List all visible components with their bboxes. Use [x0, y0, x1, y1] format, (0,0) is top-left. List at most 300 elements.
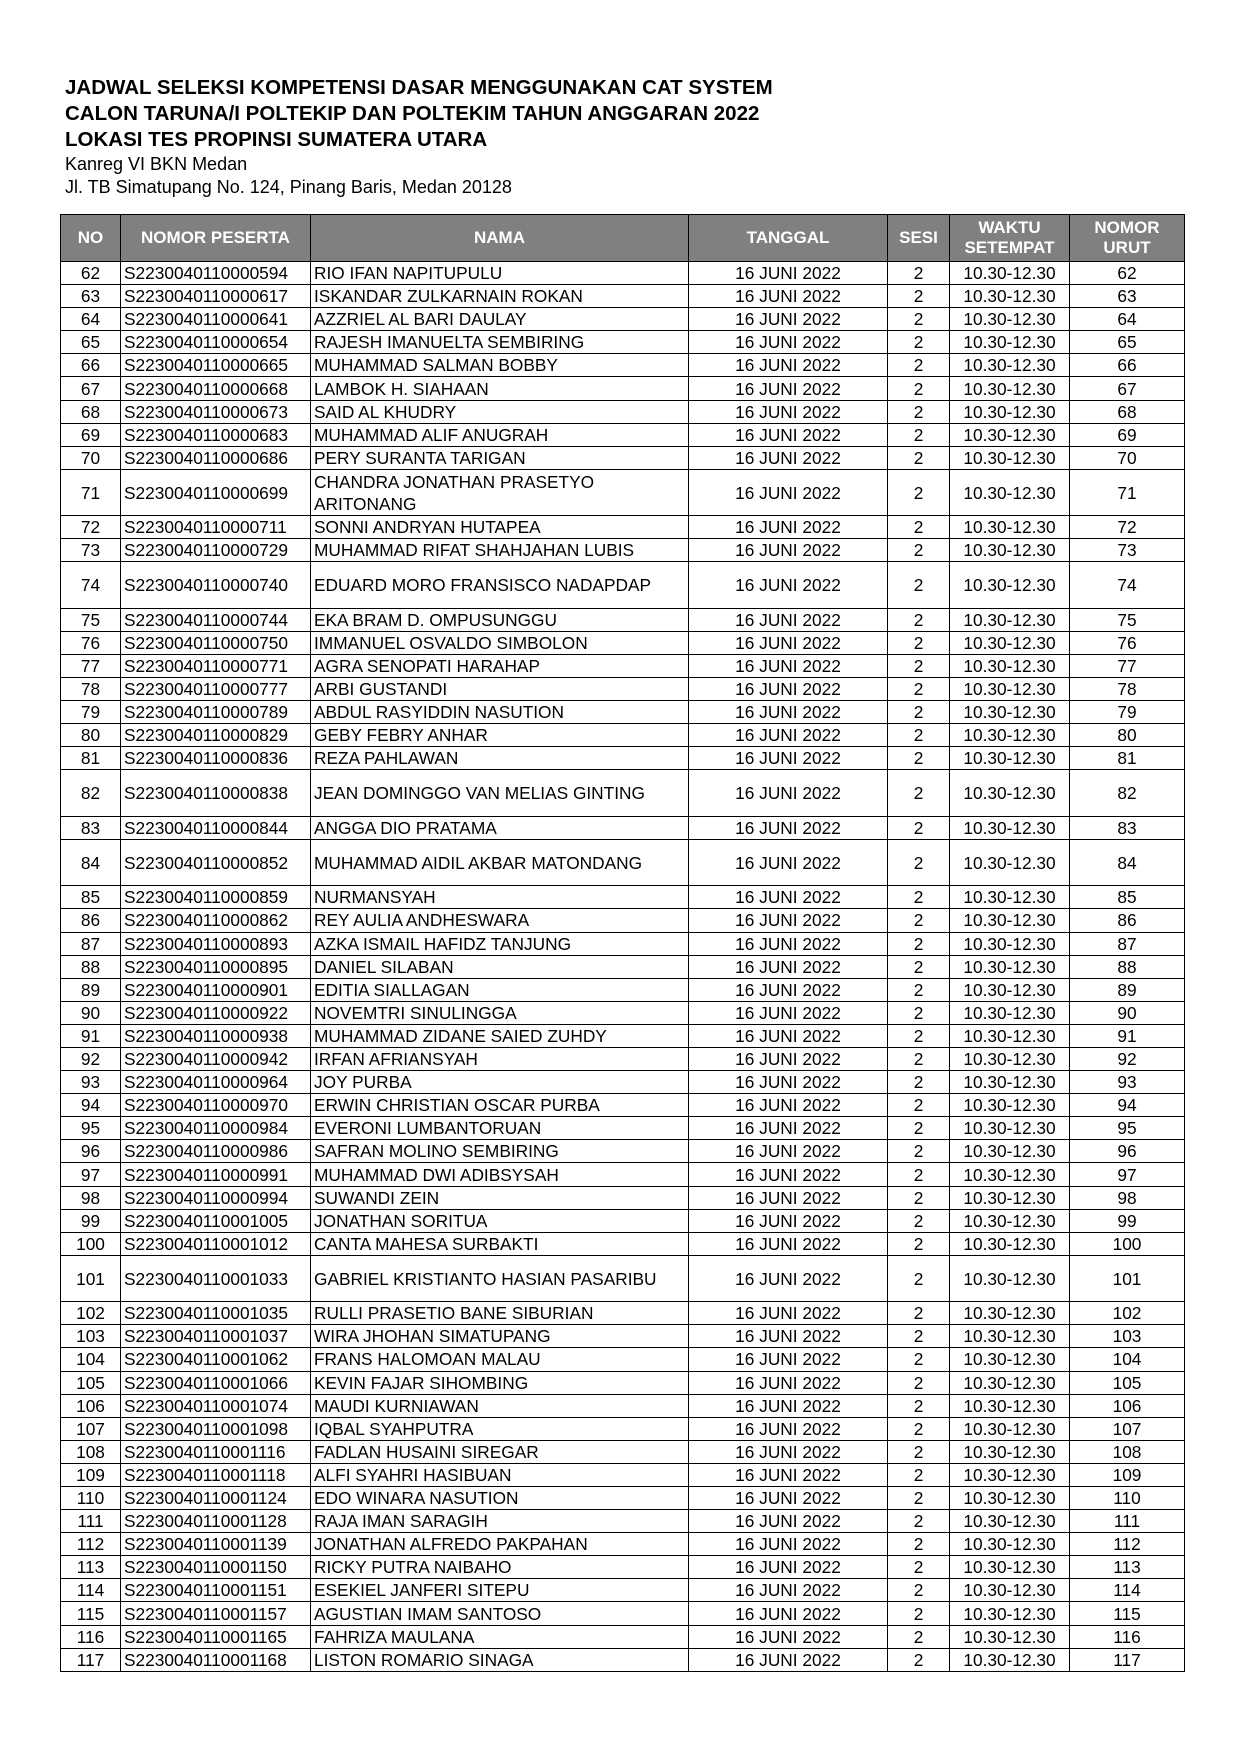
cell-nomor-urut: 109 — [1070, 1463, 1185, 1486]
cell-nomor-peserta: S2230040110001005 — [121, 1209, 311, 1232]
table-row — [61, 701, 1185, 724]
cell-nomor-peserta: S2230040110000641 — [121, 308, 311, 331]
cell-no: 84 — [61, 839, 121, 885]
cell-tanggal: 16 JUNI 2022 — [689, 539, 888, 562]
cell-no: 74 — [61, 562, 121, 608]
table-row — [61, 1255, 1185, 1301]
table-row — [61, 1232, 1185, 1255]
cell-tanggal: 16 JUNI 2022 — [689, 1094, 888, 1117]
table-row — [61, 1117, 1185, 1140]
cell-nomor-urut: 79 — [1070, 701, 1185, 724]
cell-nomor-peserta: S2230040110000744 — [121, 608, 311, 631]
cell-nama: MUHAMMAD SALMAN BOBBY — [311, 354, 689, 377]
cell-waktu: 10.30-12.30 — [950, 816, 1070, 839]
cell-waktu: 10.30-12.30 — [950, 469, 1070, 515]
column-header-tanggal: TANGGAL — [689, 215, 888, 262]
cell-nomor-urut: 112 — [1070, 1533, 1185, 1556]
column-header-waktu-line-1: WAKTU — [978, 218, 1041, 237]
cell-sesi: 2 — [888, 1463, 950, 1486]
cell-nama: AGRA SENOPATI HARAHAP — [311, 655, 689, 678]
table-header-row — [61, 215, 1185, 262]
table-row — [61, 285, 1185, 308]
cell-no: 96 — [61, 1140, 121, 1163]
cell-sesi: 2 — [888, 1117, 950, 1140]
cell-nomor-peserta: S2230040110000986 — [121, 1140, 311, 1163]
cell-nomor-urut: 94 — [1070, 1094, 1185, 1117]
cell-no: 63 — [61, 285, 121, 308]
cell-waktu: 10.30-12.30 — [950, 631, 1070, 654]
cell-no: 100 — [61, 1232, 121, 1255]
cell-waktu: 10.30-12.30 — [950, 1625, 1070, 1648]
cell-nomor-peserta: S2230040110000594 — [121, 262, 311, 285]
cell-no: 72 — [61, 516, 121, 539]
cell-nomor-peserta: S2230040110000789 — [121, 701, 311, 724]
cell-nama: EKA BRAM D. OMPUSUNGGU — [311, 608, 689, 631]
cell-no: 108 — [61, 1440, 121, 1463]
cell-tanggal: 16 JUNI 2022 — [689, 770, 888, 816]
cell-tanggal: 16 JUNI 2022 — [689, 1510, 888, 1533]
schedule-table — [60, 214, 1185, 1672]
cell-nama: JONATHAN ALFREDO PAKPAHAN — [311, 1533, 689, 1556]
cell-nama: MUHAMMAD RIFAT SHAHJAHAN LUBIS — [311, 539, 689, 562]
cell-no: 69 — [61, 423, 121, 446]
cell-sesi: 2 — [888, 608, 950, 631]
cell-tanggal: 16 JUNI 2022 — [689, 1001, 888, 1024]
cell-nomor-urut: 72 — [1070, 516, 1185, 539]
cell-waktu: 10.30-12.30 — [950, 516, 1070, 539]
cell-waktu: 10.30-12.30 — [950, 446, 1070, 469]
cell-sesi: 2 — [888, 539, 950, 562]
cell-nama: JEAN DOMINGGO VAN MELIAS GINTING — [311, 770, 689, 816]
table-row — [61, 886, 1185, 909]
cell-nama: FRANS HALOMOAN MALAU — [311, 1348, 689, 1371]
cell-waktu: 10.30-12.30 — [950, 1648, 1070, 1671]
cell-tanggal: 16 JUNI 2022 — [689, 1625, 888, 1648]
cell-nomor-peserta: S2230040110000938 — [121, 1024, 311, 1047]
cell-nama: EDITIA SIALLAGAN — [311, 978, 689, 1001]
cell-nomor-urut: 80 — [1070, 724, 1185, 747]
cell-nomor-urut: 65 — [1070, 331, 1185, 354]
cell-tanggal: 16 JUNI 2022 — [689, 1579, 888, 1602]
cell-waktu: 10.30-12.30 — [950, 770, 1070, 816]
cell-waktu: 10.30-12.30 — [950, 1533, 1070, 1556]
cell-nomor-peserta: S2230040110000836 — [121, 747, 311, 770]
cell-no: 110 — [61, 1486, 121, 1509]
document-title-line-1: JADWAL SELEKSI KOMPETENSI DASAR MENGGUNAKAN CAT SYSTEM — [65, 76, 773, 99]
cell-sesi: 2 — [888, 655, 950, 678]
cell-tanggal: 16 JUNI 2022 — [689, 1048, 888, 1071]
cell-sesi: 2 — [888, 308, 950, 331]
cell-nomor-urut: 76 — [1070, 631, 1185, 654]
cell-no: 86 — [61, 909, 121, 932]
cell-tanggal: 16 JUNI 2022 — [689, 1117, 888, 1140]
table-body — [61, 262, 1185, 1672]
cell-nama: WIRA JHOHAN SIMATUPANG — [311, 1325, 689, 1348]
cell-waktu: 10.30-12.30 — [950, 1255, 1070, 1301]
cell-nomor-peserta: S2230040110001157 — [121, 1602, 311, 1625]
cell-nomor-peserta: S2230040110001033 — [121, 1255, 311, 1301]
cell-tanggal: 16 JUNI 2022 — [689, 1163, 888, 1186]
cell-tanggal: 16 JUNI 2022 — [689, 331, 888, 354]
cell-tanggal: 16 JUNI 2022 — [689, 469, 888, 515]
cell-no: 64 — [61, 308, 121, 331]
table-row — [61, 1556, 1185, 1579]
cell-nomor-urut: 88 — [1070, 955, 1185, 978]
cell-nomor-peserta: S2230040110000711 — [121, 516, 311, 539]
table-row — [61, 1209, 1185, 1232]
cell-no: 62 — [61, 262, 121, 285]
cell-no: 82 — [61, 770, 121, 816]
cell-nomor-peserta: S2230040110001035 — [121, 1302, 311, 1325]
cell-sesi: 2 — [888, 1094, 950, 1117]
table-row — [61, 308, 1185, 331]
cell-nomor-urut: 63 — [1070, 285, 1185, 308]
cell-no: 101 — [61, 1255, 121, 1301]
cell-sesi: 2 — [888, 285, 950, 308]
cell-tanggal: 16 JUNI 2022 — [689, 978, 888, 1001]
cell-tanggal: 16 JUNI 2022 — [689, 1556, 888, 1579]
cell-nomor-peserta: S2230040110001150 — [121, 1556, 311, 1579]
cell-tanggal: 16 JUNI 2022 — [689, 516, 888, 539]
cell-nama: JOY PURBA — [311, 1071, 689, 1094]
cell-sesi: 2 — [888, 1348, 950, 1371]
cell-nama: GABRIEL KRISTIANTO HASIAN PASARIBU — [311, 1255, 689, 1301]
table-row — [61, 1186, 1185, 1209]
cell-nomor-urut: 67 — [1070, 377, 1185, 400]
cell-tanggal: 16 JUNI 2022 — [689, 1440, 888, 1463]
cell-nama: MUHAMMAD ALIF ANUGRAH — [311, 423, 689, 446]
table-row — [61, 262, 1185, 285]
cell-no: 73 — [61, 539, 121, 562]
cell-waktu: 10.30-12.30 — [950, 562, 1070, 608]
cell-nomor-urut: 101 — [1070, 1255, 1185, 1301]
column-header-nomor-urut — [1070, 215, 1185, 262]
cell-sesi: 2 — [888, 1579, 950, 1602]
cell-tanggal: 16 JUNI 2022 — [689, 1186, 888, 1209]
cell-waktu: 10.30-12.30 — [950, 608, 1070, 631]
cell-nama: IMMANUEL OSVALDO SIMBOLON — [311, 631, 689, 654]
cell-nama: REZA PAHLAWAN — [311, 747, 689, 770]
cell-sesi: 2 — [888, 1209, 950, 1232]
cell-tanggal: 16 JUNI 2022 — [689, 678, 888, 701]
cell-waktu: 10.30-12.30 — [950, 377, 1070, 400]
cell-nomor-peserta: S2230040110001165 — [121, 1625, 311, 1648]
cell-sesi: 2 — [888, 1440, 950, 1463]
cell-nomor-peserta: S2230040110001098 — [121, 1417, 311, 1440]
cell-sesi: 2 — [888, 1486, 950, 1509]
cell-nomor-urut: 98 — [1070, 1186, 1185, 1209]
cell-tanggal: 16 JUNI 2022 — [689, 1255, 888, 1301]
cell-nama: NURMANSYAH — [311, 886, 689, 909]
table-row — [61, 1163, 1185, 1186]
cell-nomor-peserta: S2230040110001116 — [121, 1440, 311, 1463]
cell-nomor-urut: 103 — [1070, 1325, 1185, 1348]
cell-waktu: 10.30-12.30 — [950, 932, 1070, 955]
cell-sesi: 2 — [888, 1186, 950, 1209]
cell-nomor-urut: 87 — [1070, 932, 1185, 955]
cell-nomor-peserta: S2230040110000970 — [121, 1094, 311, 1117]
table-row — [61, 562, 1185, 608]
table-row — [61, 354, 1185, 377]
cell-nomor-peserta: S2230040110001066 — [121, 1371, 311, 1394]
cell-nomor-urut: 113 — [1070, 1556, 1185, 1579]
cell-nomor-urut: 89 — [1070, 978, 1185, 1001]
cell-nomor-urut: 75 — [1070, 608, 1185, 631]
cell-nomor-peserta: S2230040110001037 — [121, 1325, 311, 1348]
cell-nomor-peserta: S2230040110000654 — [121, 331, 311, 354]
cell-tanggal: 16 JUNI 2022 — [689, 839, 888, 885]
cell-waktu: 10.30-12.30 — [950, 1602, 1070, 1625]
cell-tanggal: 16 JUNI 2022 — [689, 1348, 888, 1371]
cell-no: 67 — [61, 377, 121, 400]
cell-tanggal: 16 JUNI 2022 — [689, 1602, 888, 1625]
cell-sesi: 2 — [888, 1325, 950, 1348]
cell-nomor-peserta: S2230040110000838 — [121, 770, 311, 816]
cell-nomor-urut: 100 — [1070, 1232, 1185, 1255]
cell-no: 80 — [61, 724, 121, 747]
cell-nama: SAID AL KHUDRY — [311, 400, 689, 423]
cell-nomor-peserta: S2230040110000862 — [121, 909, 311, 932]
table-row — [61, 423, 1185, 446]
table-row — [61, 1302, 1185, 1325]
cell-sesi: 2 — [888, 1533, 950, 1556]
cell-nomor-peserta: S2230040110000922 — [121, 1001, 311, 1024]
cell-tanggal: 16 JUNI 2022 — [689, 423, 888, 446]
cell-nomor-urut: 111 — [1070, 1510, 1185, 1533]
cell-sesi: 2 — [888, 1255, 950, 1301]
table-row — [61, 978, 1185, 1001]
cell-nomor-urut: 97 — [1070, 1163, 1185, 1186]
cell-sesi: 2 — [888, 562, 950, 608]
cell-sesi: 2 — [888, 469, 950, 515]
cell-nomor-peserta: S2230040110000673 — [121, 400, 311, 423]
cell-waktu: 10.30-12.30 — [950, 839, 1070, 885]
cell-waktu: 10.30-12.30 — [950, 1486, 1070, 1509]
cell-no: 90 — [61, 1001, 121, 1024]
cell-nomor-peserta: S2230040110000668 — [121, 377, 311, 400]
cell-waktu: 10.30-12.30 — [950, 1163, 1070, 1186]
table-row — [61, 909, 1185, 932]
cell-sesi: 2 — [888, 909, 950, 932]
cell-no: 113 — [61, 1556, 121, 1579]
document-title-line-2: CALON TARUNA/I POLTEKIP DAN POLTEKIM TAHUN ANGGARAN 2022 — [65, 102, 760, 125]
table-row — [61, 724, 1185, 747]
cell-sesi: 2 — [888, 1510, 950, 1533]
cell-tanggal: 16 JUNI 2022 — [689, 631, 888, 654]
cell-nama: SAFRAN MOLINO SEMBIRING — [311, 1140, 689, 1163]
column-header-nomor-peserta: NOMOR PESERTA — [121, 215, 311, 262]
cell-tanggal: 16 JUNI 2022 — [689, 886, 888, 909]
cell-tanggal: 16 JUNI 2022 — [689, 1371, 888, 1394]
cell-nomor-urut: 95 — [1070, 1117, 1185, 1140]
cell-nama: PERY SURANTA TARIGAN — [311, 446, 689, 469]
cell-tanggal: 16 JUNI 2022 — [689, 1463, 888, 1486]
cell-nama: JONATHAN SORITUA — [311, 1209, 689, 1232]
cell-no: 93 — [61, 1071, 121, 1094]
cell-no: 112 — [61, 1533, 121, 1556]
cell-sesi: 2 — [888, 423, 950, 446]
cell-nomor-peserta: S2230040110000893 — [121, 932, 311, 955]
cell-no: 103 — [61, 1325, 121, 1348]
cell-nomor-peserta: S2230040110000991 — [121, 1163, 311, 1186]
cell-waktu: 10.30-12.30 — [950, 1071, 1070, 1094]
cell-nomor-peserta: S2230040110000750 — [121, 631, 311, 654]
cell-no: 99 — [61, 1209, 121, 1232]
cell-sesi: 2 — [888, 1394, 950, 1417]
cell-nama: IRFAN AFRIANSYAH — [311, 1048, 689, 1071]
cell-waktu: 10.30-12.30 — [950, 400, 1070, 423]
cell-waktu: 10.30-12.30 — [950, 955, 1070, 978]
cell-sesi: 2 — [888, 1071, 950, 1094]
cell-sesi: 2 — [888, 1232, 950, 1255]
cell-nama: RULLI PRASETIO BANE SIBURIAN — [311, 1302, 689, 1325]
cell-tanggal: 16 JUNI 2022 — [689, 724, 888, 747]
table-row — [61, 377, 1185, 400]
cell-nama: NOVEMTRI SINULINGGA — [311, 1001, 689, 1024]
table-row — [61, 1602, 1185, 1625]
cell-sesi: 2 — [888, 377, 950, 400]
cell-no: 66 — [61, 354, 121, 377]
cell-nama: ALFI SYAHRI HASIBUAN — [311, 1463, 689, 1486]
cell-sesi: 2 — [888, 1625, 950, 1648]
cell-nomor-peserta: S2230040110000699 — [121, 469, 311, 515]
cell-tanggal: 16 JUNI 2022 — [689, 1232, 888, 1255]
cell-no: 85 — [61, 886, 121, 909]
table-row — [61, 1486, 1185, 1509]
cell-nama: IQBAL SYAHPUTRA — [311, 1417, 689, 1440]
cell-no: 109 — [61, 1463, 121, 1486]
cell-tanggal: 16 JUNI 2022 — [689, 1024, 888, 1047]
cell-nomor-urut: 83 — [1070, 816, 1185, 839]
cell-nama: RAJESH IMANUELTA SEMBIRING — [311, 331, 689, 354]
cell-sesi: 2 — [888, 770, 950, 816]
cell-waktu: 10.30-12.30 — [950, 978, 1070, 1001]
cell-no: 87 — [61, 932, 121, 955]
cell-waktu: 10.30-12.30 — [950, 1371, 1070, 1394]
cell-nama: GEBY FEBRY ANHAR — [311, 724, 689, 747]
office-name: Kanreg VI BKN Medan — [65, 154, 248, 174]
cell-nama: ISKANDAR ZULKARNAIN ROKAN — [311, 285, 689, 308]
cell-tanggal: 16 JUNI 2022 — [689, 932, 888, 955]
cell-tanggal: 16 JUNI 2022 — [689, 285, 888, 308]
cell-no: 75 — [61, 608, 121, 631]
table-row — [61, 932, 1185, 955]
cell-nama: RAJA IMAN SARAGIH — [311, 1510, 689, 1533]
cell-nomor-urut: 99 — [1070, 1209, 1185, 1232]
cell-sesi: 2 — [888, 816, 950, 839]
cell-sesi: 2 — [888, 978, 950, 1001]
table-row — [61, 608, 1185, 631]
cell-nomor-urut: 93 — [1070, 1071, 1185, 1094]
cell-nomor-peserta: S2230040110000686 — [121, 446, 311, 469]
table-row — [61, 655, 1185, 678]
cell-tanggal: 16 JUNI 2022 — [689, 377, 888, 400]
table-row — [61, 747, 1185, 770]
cell-waktu: 10.30-12.30 — [950, 655, 1070, 678]
cell-tanggal: 16 JUNI 2022 — [689, 1071, 888, 1094]
cell-waktu: 10.30-12.30 — [950, 1440, 1070, 1463]
cell-nama: MUHAMMAD AIDIL AKBAR MATONDANG — [311, 839, 689, 885]
cell-nomor-peserta: S2230040110000740 — [121, 562, 311, 608]
cell-no: 70 — [61, 446, 121, 469]
cell-no: 107 — [61, 1417, 121, 1440]
cell-tanggal: 16 JUNI 2022 — [689, 747, 888, 770]
table-row — [61, 1048, 1185, 1071]
cell-sesi: 2 — [888, 839, 950, 885]
cell-no: 104 — [61, 1348, 121, 1371]
table-row — [61, 678, 1185, 701]
table-row — [61, 1533, 1185, 1556]
cell-no: 97 — [61, 1163, 121, 1186]
cell-nomor-peserta: S2230040110001168 — [121, 1648, 311, 1671]
cell-nomor-urut: 73 — [1070, 539, 1185, 562]
cell-waktu: 10.30-12.30 — [950, 1302, 1070, 1325]
cell-sesi: 2 — [888, 1024, 950, 1047]
table-row — [61, 539, 1185, 562]
cell-nomor-urut: 116 — [1070, 1625, 1185, 1648]
cell-no: 83 — [61, 816, 121, 839]
cell-tanggal: 16 JUNI 2022 — [689, 1394, 888, 1417]
cell-sesi: 2 — [888, 516, 950, 539]
table-row — [61, 1094, 1185, 1117]
table-row — [61, 331, 1185, 354]
cell-waktu: 10.30-12.30 — [950, 1463, 1070, 1486]
cell-nomor-peserta: S2230040110001012 — [121, 1232, 311, 1255]
cell-nomor-peserta: S2230040110001062 — [121, 1348, 311, 1371]
cell-no: 68 — [61, 400, 121, 423]
cell-sesi: 2 — [888, 1417, 950, 1440]
cell-tanggal: 16 JUNI 2022 — [689, 262, 888, 285]
table-row — [61, 1325, 1185, 1348]
cell-sesi: 2 — [888, 1556, 950, 1579]
cell-nomor-urut: 91 — [1070, 1024, 1185, 1047]
cell-nomor-urut: 86 — [1070, 909, 1185, 932]
cell-waktu: 10.30-12.30 — [950, 354, 1070, 377]
cell-waktu: 10.30-12.30 — [950, 1094, 1070, 1117]
cell-nama: ABDUL RASYIDDIN NASUTION — [311, 701, 689, 724]
cell-nomor-peserta: S2230040110001139 — [121, 1533, 311, 1556]
cell-nomor-urut: 64 — [1070, 308, 1185, 331]
cell-nomor-urut: 110 — [1070, 1486, 1185, 1509]
cell-nama: AGUSTIAN IMAM SANTOSO — [311, 1602, 689, 1625]
cell-nomor-peserta: S2230040110001128 — [121, 1510, 311, 1533]
cell-nama: FAHRIZA MAULANA — [311, 1625, 689, 1648]
cell-sesi: 2 — [888, 1163, 950, 1186]
table-row — [61, 955, 1185, 978]
cell-sesi: 2 — [888, 262, 950, 285]
cell-nomor-urut: 104 — [1070, 1348, 1185, 1371]
cell-no: 117 — [61, 1648, 121, 1671]
cell-tanggal: 16 JUNI 2022 — [689, 1533, 888, 1556]
cell-no: 79 — [61, 701, 121, 724]
cell-nomor-urut: 108 — [1070, 1440, 1185, 1463]
cell-sesi: 2 — [888, 1371, 950, 1394]
cell-nomor-peserta: S2230040110001074 — [121, 1394, 311, 1417]
cell-nama: MUHAMMAD ZIDANE SAIED ZUHDY — [311, 1024, 689, 1047]
cell-waktu: 10.30-12.30 — [950, 1579, 1070, 1602]
cell-nomor-urut: 102 — [1070, 1302, 1185, 1325]
document-header — [65, 75, 1175, 199]
cell-nomor-peserta: S2230040110001118 — [121, 1463, 311, 1486]
cell-no: 76 — [61, 631, 121, 654]
cell-waktu: 10.30-12.30 — [950, 909, 1070, 932]
cell-no: 88 — [61, 955, 121, 978]
cell-sesi: 2 — [888, 886, 950, 909]
cell-nomor-peserta: S2230040110000771 — [121, 655, 311, 678]
table-row — [61, 1440, 1185, 1463]
cell-nomor-peserta: S2230040110000844 — [121, 816, 311, 839]
cell-no: 78 — [61, 678, 121, 701]
